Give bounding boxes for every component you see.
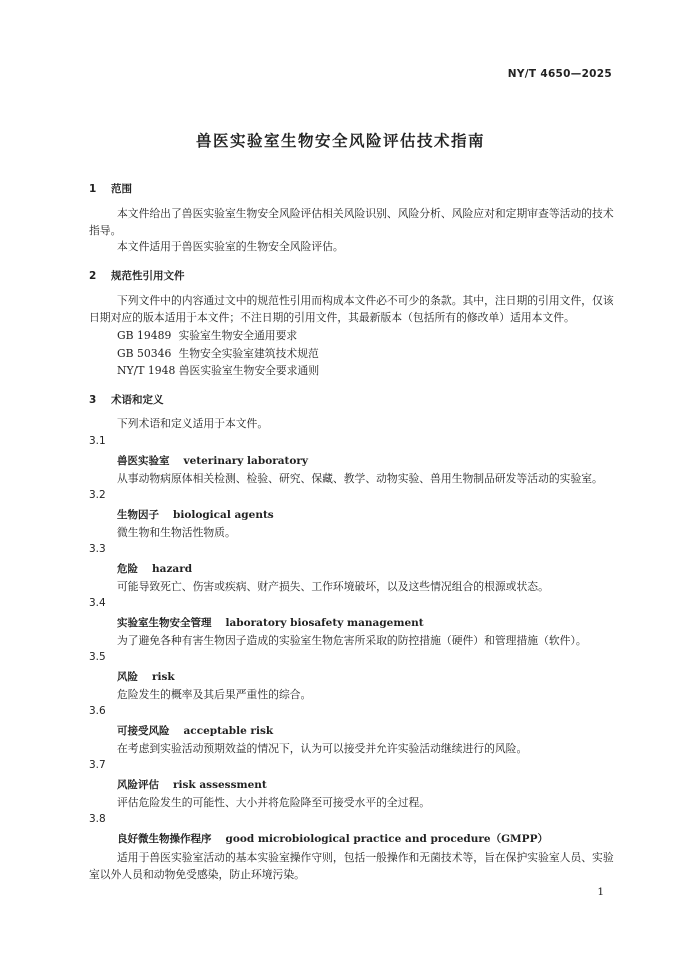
term-number: 3.5: [89, 651, 106, 663]
term-zh: 风险: [117, 671, 138, 683]
reference-item: [117, 328, 297, 343]
term-number: 3.7: [89, 759, 106, 771]
page-number: 1: [597, 886, 604, 898]
term-en: good microbiological practice and procedure（GMPP）: [225, 833, 548, 845]
section-number: 1: [89, 183, 97, 195]
paragraph: 本文件适用于兽医实验室的生物安全风险评估。: [117, 240, 344, 253]
section-title: 术语和定义: [111, 394, 164, 406]
reference-code: GB 50346: [117, 347, 172, 360]
reference-title: 生物安全实验室建筑技术规范: [178, 347, 319, 360]
term-entry: [117, 453, 308, 468]
reference-title: 实验室生物安全通用要求: [178, 329, 298, 342]
term-zh: 可接受风险: [117, 725, 170, 737]
term-definition: 评估危险发生的可能性、大小并将危险降至可接受水平的全过程。: [117, 796, 431, 809]
term-zh: 兽医实验室: [117, 455, 170, 467]
reference-code: NY/T 1948: [117, 364, 176, 377]
term-en: veterinary laboratory: [183, 455, 309, 467]
term-definition: 危险发生的概率及其后果严重性的综合。: [117, 688, 312, 701]
term-definition: 可能导致死亡、伤害或疾病、财产损失、工作环境破坏，以及这些情况组合的根源或状态。: [117, 580, 549, 593]
section-heading: [89, 392, 164, 407]
section-heading: [89, 268, 185, 283]
section-title: 规范性引用文件: [111, 270, 185, 282]
term-definition: 从事动物病原体相关检测、检验、研究、保藏、教学、动物实验、兽用生物制品研发等活动的实验室。: [117, 472, 603, 485]
term-number: 3.6: [89, 705, 106, 717]
term-entry: [117, 561, 192, 576]
term-entry: [117, 507, 274, 522]
term-entry: [117, 777, 267, 792]
term-en: acceptable risk: [183, 725, 274, 737]
document-code: NY/T 4650—2025: [507, 68, 612, 80]
term-zh: 良好微生物操作程序: [117, 833, 212, 845]
term-en: risk: [152, 671, 175, 683]
term-number: 3.4: [89, 597, 106, 609]
document-title: 兽医实验室生物安全风险评估技术指南: [195, 132, 485, 150]
term-entry: [117, 669, 175, 684]
term-number: 3.3: [89, 543, 106, 555]
reference-item: [117, 363, 319, 378]
term-number: 3.1: [89, 435, 106, 447]
term-en: biological agents: [173, 509, 274, 521]
term-number: 3.8: [89, 813, 106, 825]
section-number: 2: [89, 270, 97, 282]
paragraph: 本文件给出了兽医实验室生物安全风险评估相关风险识别、风险分析、风险应对和定期审查等活动的技术指导。: [89, 207, 614, 237]
paragraph: 下列文件中的内容通过文中的规范性引用而构成本文件必不可少的条款。其中，注日期的引用文件，仅该日期对应的版本适用于本文件；不注日期的引用文件，其最新版本（包括所有的修改单）适用本文件。: [89, 294, 614, 324]
section-heading: [89, 181, 132, 196]
term-zh: 实验室生物安全管理: [117, 617, 212, 629]
term-zh: 生物因子: [117, 509, 159, 521]
term-entry: [117, 615, 424, 630]
section-title: 范围: [111, 183, 132, 195]
term-zh: 危险: [117, 563, 138, 575]
term-definition: 在考虑到实验活动预期效益的情况下，认为可以接受并允许实验活动继续进行的风险。: [117, 742, 528, 755]
term-en: hazard: [152, 563, 193, 575]
section-number: 3: [89, 394, 97, 406]
term-definition: 微生物和生物活性物质。: [117, 526, 236, 539]
term-en: risk assessment: [173, 779, 267, 791]
term-definition: 为了避免各种有害生物因子造成的实验室生物危害所采取的防控措施（硬件）和管理措施（软件）。: [117, 634, 587, 647]
term-number: 3.2: [89, 489, 106, 501]
reference-title: 兽医实验室生物安全要求通则: [178, 364, 320, 377]
term-definition: 适用于兽医实验室活动的基本实验室操作守则，包括一般操作和无菌技术等，旨在保护实验室人员、实验室以外人员和动物免受感染，防止环境污染。: [89, 851, 614, 881]
reference-code: GB 19489: [117, 329, 172, 342]
term-entry: [117, 723, 273, 738]
term-entry: [117, 831, 548, 846]
term-en: laboratory biosafety management: [225, 617, 424, 629]
reference-item: [117, 346, 319, 361]
paragraph: 下列术语和定义适用于本文件。: [117, 417, 269, 430]
term-zh: 风险评估: [117, 779, 159, 791]
